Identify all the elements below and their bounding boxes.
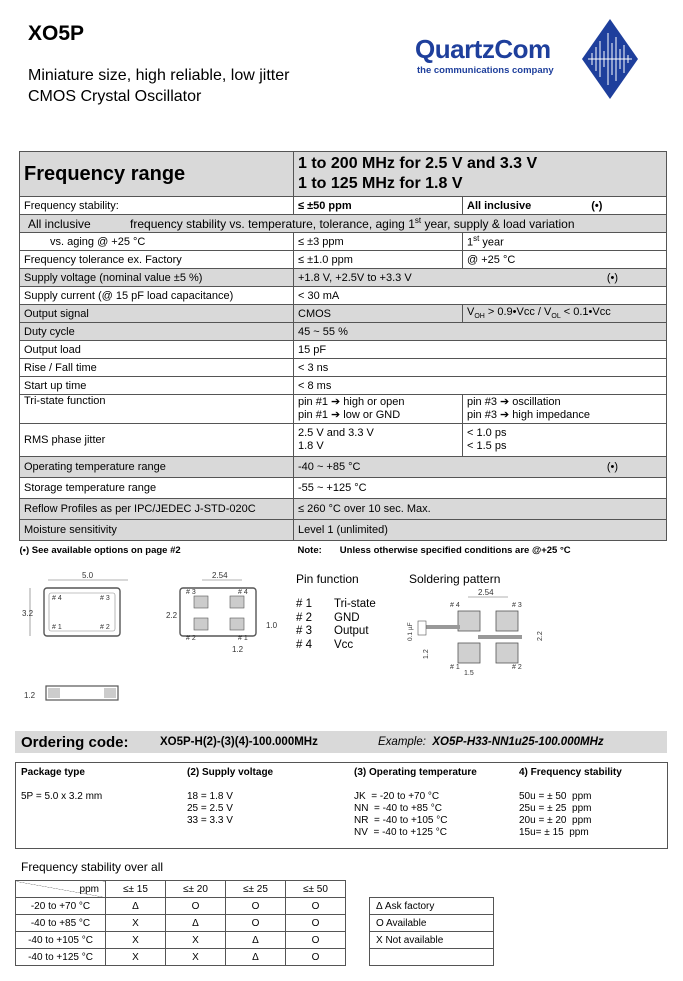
spec-row: Reflow Profiles as per IPC/JEDEC J-STD-020C ≤ 260 °C over 10 sec. Max. [20, 499, 667, 520]
svg-text:0.1 µF: 0.1 µF [407, 622, 414, 641]
spec-row: Rise / Fall time < 3 ns [20, 359, 667, 377]
list-item: # 2 GND [296, 611, 360, 624]
spec-row: vs. aging @ +25 °C ≤ ±3 ppm 1st year [20, 233, 667, 251]
subtitle-line-2: CMOS Crystal Oscillator [28, 88, 202, 105]
ordering-code-bar [15, 731, 667, 753]
frequency-range-label: Frequency range [24, 162, 186, 185]
logo-tagline: the communications company [417, 65, 554, 76]
svg-text:# 3: # 3 [512, 602, 522, 609]
soldering-pattern-drawing [404, 585, 554, 685]
svg-text:# 1: # 1 [450, 664, 460, 671]
list-item: # 1 Tri-state [296, 598, 376, 610]
legend-item: Δ Ask factory [370, 898, 494, 915]
product-subtitle [28, 65, 289, 107]
dim-height: 3.2 [22, 609, 34, 618]
stability-legend [369, 897, 494, 966]
pin-function-title: Pin function [296, 572, 359, 586]
table-row: -40 to +85 °C X Δ O O [16, 915, 346, 932]
pin-function-list [296, 598, 376, 652]
footnote-row: (•) See available options on page #2 Note: Unless otherwise specified conditions are @+25 °C [19, 544, 571, 556]
dim-width: 5.0 [82, 571, 94, 580]
list-item: # 4 Vcc [296, 638, 354, 651]
svg-text:# 4: # 4 [238, 589, 248, 596]
spec-row: Moisture sensitivity Level 1 (unlimited) [20, 520, 667, 541]
conditions-note: Unless otherwise specified conditions are @+25 °C [339, 544, 571, 556]
legend-item: X Not available [370, 932, 494, 949]
spec-table [19, 151, 667, 558]
svg-text:# 3: # 3 [100, 595, 110, 602]
frequency-range-row [20, 152, 667, 197]
spec-row: Supply current (@ 15 pF load capacitance) < 30 mA [20, 287, 667, 305]
svg-text:1.2: 1.2 [423, 649, 430, 659]
subtitle-line-1: Miniature size, high reliable, low jitter [28, 67, 290, 84]
svg-text:1.0: 1.0 [266, 621, 278, 630]
stability-table [15, 880, 346, 966]
spec-row: Tri-state function pin #1 ➔ high or open pin #1 ➔ low or GND pin #3 ➔ oscillation pin #3 ➔ high impedance [20, 395, 667, 424]
svg-text:# 2: # 2 [186, 635, 196, 642]
spec-row: Start up time < 8 ms [20, 377, 667, 395]
stability-table-title: Frequency stability over all [21, 860, 164, 874]
svg-text:# 2: # 2 [100, 624, 110, 631]
svg-text:# 1: # 1 [238, 635, 248, 642]
table-row: -40 to +125 °C X X Δ O [16, 949, 346, 966]
dim-thickness: 1.2 [24, 691, 36, 700]
svg-text:# 3: # 3 [186, 589, 196, 596]
legend-item: O Available [370, 915, 494, 932]
frequency-range-line-2: 1 to 125 MHz for 1.8 V [298, 175, 463, 192]
svg-text:1.5: 1.5 [464, 670, 474, 677]
svg-text:1.2: 1.2 [232, 645, 244, 654]
spec-row: RMS phase jitter 2.5 V and 3.3 V 1.8 V < 1.0 ps < 1.5 ps [20, 424, 667, 457]
spec-row: Output load 15 pF [20, 341, 667, 359]
soldering-pattern-title: Soldering pattern [409, 572, 501, 586]
svg-text:# 1: # 1 [52, 624, 62, 631]
product-title: XO5P [28, 22, 85, 45]
company-logo [415, 14, 640, 104]
spec-row: Frequency tolerance ex. Factory ≤ ±1.0 ppm @ +25 °C [20, 251, 667, 269]
logo-name: QuartzCom [415, 34, 551, 64]
ordering-example: Example: XO5P-H33-NN1u25-100.000MHz [378, 736, 604, 748]
ordering-code: XO5P-H(2)-(3)(4)-100.000MHz [160, 736, 318, 748]
spec-row: Supply voltage (nominal value ±5 %) +1.8 V, +2.5V to +3.3 V (•) [20, 269, 667, 287]
dim-pad-vertical: 2.2 [166, 611, 178, 620]
ordering-code-label: Ordering code: [21, 734, 129, 751]
spec-row: Duty cycle 45 ~ 55 % [20, 323, 667, 341]
spec-row: Output signal CMOS $V_{OH}$ > 0.9•Vcc / $V_{OL}$ < 0.1•Vcc [20, 305, 667, 323]
options-footnote: (•) See available options on page #2 [19, 544, 181, 556]
package-dimension-drawing [18, 568, 290, 713]
spec-row: Frequency stability: ≤ ±50 ppm All inclusive (•) [20, 197, 667, 215]
dim-pad-pitch: 2.54 [212, 571, 228, 580]
svg-text:2.2: 2.2 [537, 631, 544, 641]
table-row: -40 to +105 °C X X Δ O [16, 932, 346, 949]
spec-row: Storage temperature range -55 ~ +125 °C [20, 478, 667, 499]
logo-wave-icon [580, 17, 640, 101]
svg-text:# 4: # 4 [52, 595, 62, 602]
spec-row: Operating temperature range -40 ~ +85 °C (•) [20, 457, 667, 478]
spec-row: All inclusive frequency stability vs. temperature, tolerance, aging 1st year, supply & load variation [20, 215, 667, 233]
svg-text:# 4: # 4 [450, 602, 460, 609]
ordering-options-box: Package type 5P = 5.0 x 3.2 mm (2) Supply voltage 18 = 1.8 V 25 = 2.5 V 33 = 3.3 V (3) Operating temperature JK = -20 to +70 °C NN = -40 to +85 °C NR = -40 to +105 °C NV = -40 to +125 °C 4) Frequency stability 50u = ± 50 ppm 25u = ± 25 ppm 20u = ± 20 ppm 15u= ± 15 ppm [15, 762, 668, 849]
frequency-range-line-1: 1 to 200 MHz for 2.5 V and 3.3 V [298, 155, 538, 172]
svg-text:2.54: 2.54 [478, 588, 494, 597]
table-header-row: ppm ≤± 15 ≤± 20 ≤± 25 ≤± 50 [16, 881, 346, 898]
table-row: -20 to +70 °C Δ O O O [16, 898, 346, 915]
list-item: # 3 Output [296, 625, 369, 637]
svg-text:# 2: # 2 [512, 664, 522, 671]
